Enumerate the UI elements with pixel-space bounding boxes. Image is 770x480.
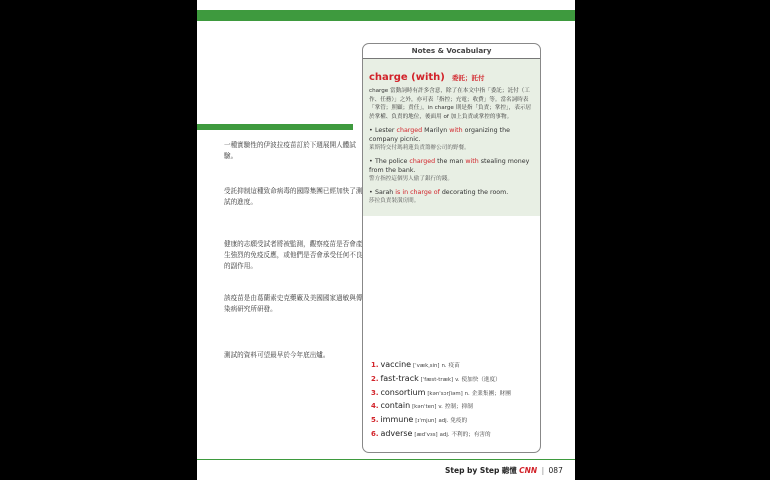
book-page: [197, 0, 575, 480]
left-green-rule: [197, 124, 353, 130]
paragraph-5: 測試的資料可望最早於今年底出爐。: [224, 351, 330, 359]
vocab-highlight-box: [363, 59, 540, 216]
glossary-item: 5. immune [ɪˈmjun] adj. 免疫的: [371, 415, 468, 425]
page-number: 087: [548, 466, 563, 475]
cnn-logo: CNN: [519, 466, 538, 475]
term-title: charge (with): [369, 72, 445, 83]
term-translation: 委託；託付: [451, 74, 485, 82]
term-line: [369, 65, 534, 84]
paragraph-2: 受託抑制這種致命病毒的國際集團已經加快了測試的進度。: [224, 187, 363, 206]
bottom-green-rule: [197, 459, 575, 460]
page-footer: [445, 465, 563, 476]
bullet-icon: •: [369, 127, 373, 135]
example-3-translation: 莎拉負責裝潢房間。: [369, 198, 420, 205]
series-title: Step by Step: [445, 466, 500, 475]
example-2: • The police charged the man with stealing money from the bank. 警方指控這個男人偷了銀行的錢。: [369, 157, 534, 183]
glossary-item: 3. consortium [kənˈsɔrʃiəm] n. 企業集團；財團: [371, 387, 511, 397]
series-title-zh: 聽懂: [501, 466, 517, 475]
glossary-item: 4. contain [kənˈten] v. 控制；抑制: [371, 401, 473, 411]
example-1-translation: 萊斯特交付瑪莉蓮負責籌辦公司的野餐。: [369, 145, 470, 152]
glossary-item: 1. vaccine [ˈvækˌsin] n. 疫苗: [371, 360, 460, 369]
paragraph-1: 一種實驗性的伊波拉疫苗訂於下週展開人體試驗。: [224, 141, 356, 160]
glossary-list: [371, 360, 511, 443]
notes-vocabulary-panel: [362, 43, 541, 453]
example-1: • Lester charged Marilyn with organizing the company picnic. 萊斯特交付瑪莉蓮負責籌辦公司的野餐。: [369, 126, 534, 152]
paragraph-3: 健康的志願受試者將被監測，觀察疫苗是否會產生強烈的免疫反應，或他們是否會承受任何不良的副作用。: [224, 240, 363, 270]
example-2-translation: 警方指控這個男人偷了銀行的錢。: [369, 176, 453, 183]
bullet-icon: •: [369, 189, 373, 197]
glossary-item: 6. adverse [ædˈvɜs] adj. 不利的；有害的: [371, 428, 491, 438]
term-explanation: charge 當動詞時有許多含意，除了在本文中指「委託；託付（工作、任務）」之外，亦可表「指控；充電；收費」等。當名詞時表「掌管；照顧；責任」，in charge 則是指「負責；掌控」，表示居於掌權、負責的地位，後面用 of 加上負責或掌控的事物。: [369, 88, 532, 120]
paragraph-4: 該疫苗是由葛蘭素史克藥廠及美國國家過敏與傳染病研究所研發。: [224, 294, 363, 313]
example-3: • Sarah is in charge of decorating the room. 莎拉負責裝潢房間。: [369, 188, 534, 205]
panel-title: Notes & Vocabulary: [363, 44, 540, 59]
top-green-bar: [197, 10, 575, 21]
glossary-item: 2. fast-track [ˈfæst-træk] v. 使加快（進度）: [371, 373, 501, 383]
bullet-icon: •: [369, 158, 373, 166]
footer-separator: |: [541, 466, 545, 475]
